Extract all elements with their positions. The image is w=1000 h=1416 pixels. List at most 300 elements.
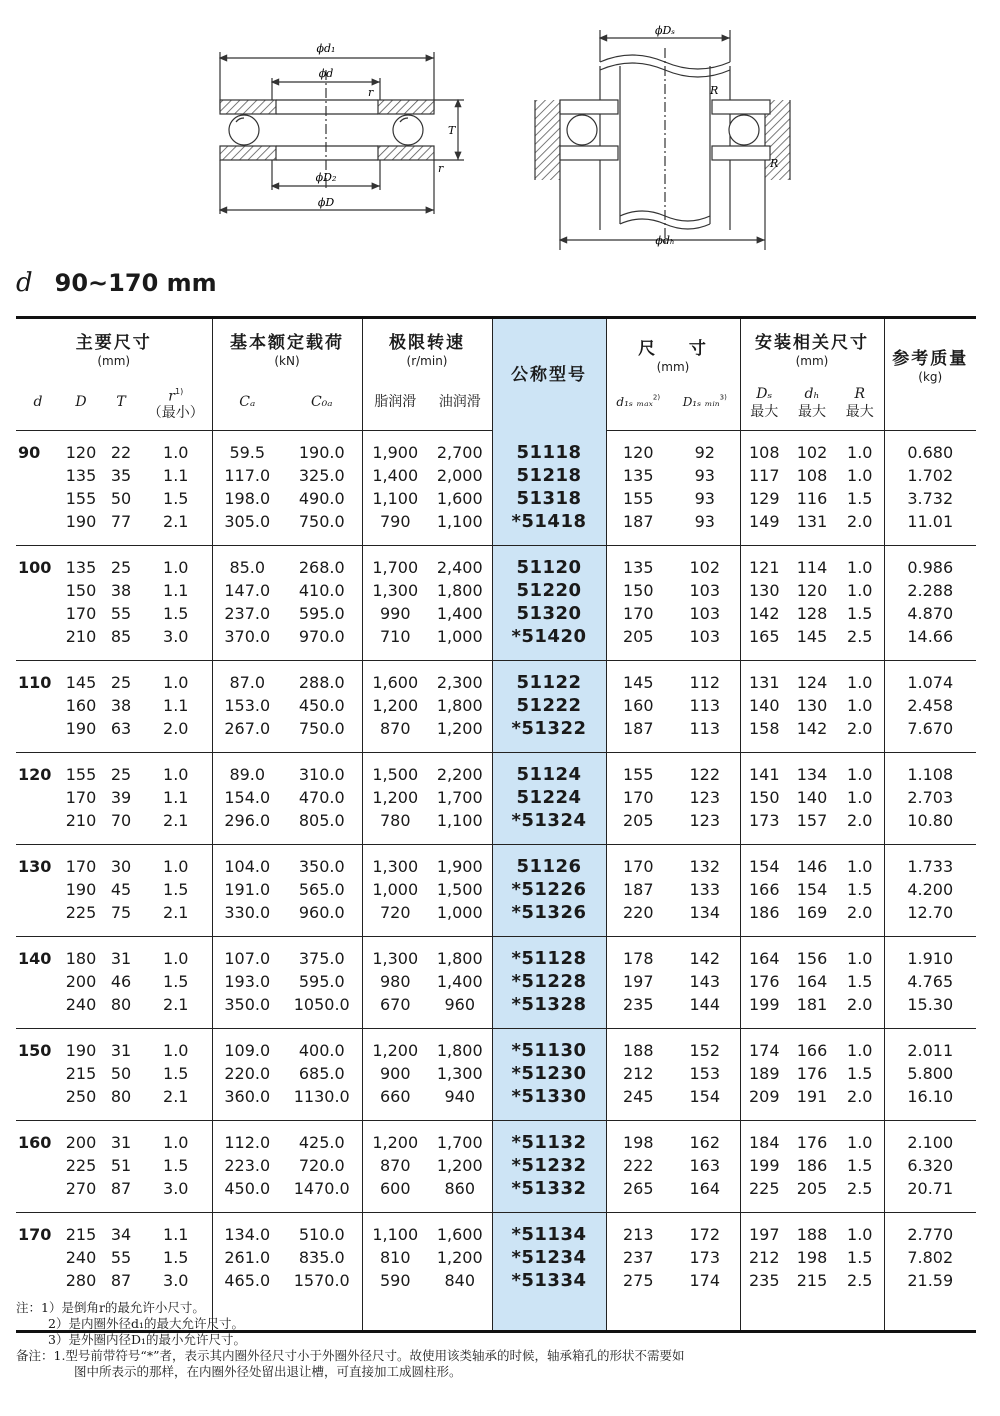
- bearing-mounting-diagram: [535, 30, 790, 250]
- Ds-max: 149: [748, 512, 780, 532]
- col-grease: 脂润滑: [374, 394, 417, 410]
- R-max-cell: [836, 546, 884, 661]
- load-C0a-cell: [282, 661, 362, 753]
- outer-diameter-D: 160: [65, 696, 97, 716]
- load-C0a-cell: [282, 431, 362, 546]
- d1s-max: 150: [622, 581, 654, 601]
- load-C0a: 490.0: [298, 489, 345, 509]
- col-R: R: [854, 386, 866, 402]
- mass: 7.802: [907, 1248, 954, 1268]
- load-Ca: 134.0: [224, 1225, 271, 1245]
- Ds-max: 212: [748, 1248, 780, 1268]
- chamfer-r-cell: [140, 937, 212, 1029]
- mass: 14.66: [907, 627, 954, 647]
- dh-max: 134: [796, 765, 828, 785]
- chamfer-r: 2.1: [163, 811, 189, 831]
- Ds-max: 197: [748, 1225, 780, 1245]
- height-T-cell: [102, 937, 140, 1029]
- model-number: *51332: [511, 1178, 587, 1200]
- load-C0a: 470.0: [298, 788, 345, 808]
- D1s-min: 173: [689, 1248, 721, 1268]
- d1s-max: 170: [622, 604, 654, 624]
- speed-oil-cell: [428, 1029, 492, 1121]
- D1s-min-cell: [670, 661, 740, 753]
- chamfer-r-cell: [140, 1121, 212, 1213]
- speed-grease: 870: [379, 1156, 411, 1176]
- outer-diameter-D: 135: [65, 466, 97, 486]
- d1s-max: 220: [622, 903, 654, 923]
- outer-diameter-D: 190: [65, 1041, 97, 1061]
- R-max: 2.0: [847, 811, 873, 831]
- bore-d: 170: [16, 1213, 60, 1332]
- height-T: 63: [110, 719, 132, 739]
- load-Ca: 220.0: [224, 1064, 271, 1084]
- d1s-max: 170: [622, 788, 654, 808]
- speed-grease-cell: [362, 845, 428, 937]
- chamfer-r-cell: [140, 431, 212, 546]
- chamfer-r: 3.0: [163, 1271, 189, 1291]
- mass: 5.800: [907, 1064, 954, 1084]
- model-number: *51132: [511, 1132, 587, 1154]
- d1s-max: 237: [622, 1248, 654, 1268]
- speed-grease-cell: [362, 753, 428, 845]
- D1s-min: 123: [689, 811, 721, 831]
- col-d1s: d₁ₛ ₘₐₓ: [616, 395, 653, 409]
- header-size-unit: (mm): [656, 360, 690, 374]
- model-number-cell: [492, 753, 606, 845]
- load-C0a: 190.0: [298, 443, 345, 463]
- speed-grease-cell: [362, 546, 428, 661]
- header-mount-unit: (mm): [795, 354, 829, 368]
- R-max: 1.5: [847, 1156, 873, 1176]
- outer-diameter-D-cell: [60, 661, 102, 753]
- header-size: 尺 寸: [638, 339, 708, 359]
- load-C0a: 565.0: [298, 880, 345, 900]
- Ds-max-cell: [740, 431, 788, 546]
- chamfer-r: 1.5: [163, 972, 189, 992]
- outer-diameter-D-cell: [60, 1121, 102, 1213]
- load-C0a: 970.0: [298, 627, 345, 647]
- footnotes: [16, 1300, 990, 1380]
- Ds-max: 165: [748, 627, 780, 647]
- load-Ca: 107.0: [224, 949, 271, 969]
- speed-grease: 980: [379, 972, 411, 992]
- chamfer-r: 2.1: [163, 512, 189, 532]
- d1s-max: 245: [622, 1087, 654, 1107]
- label-D2: ϕD₂: [315, 171, 337, 184]
- height-T: 87: [110, 1271, 132, 1291]
- speed-oil: 840: [444, 1271, 476, 1291]
- R-max-cell: [836, 937, 884, 1029]
- outer-diameter-D-cell: [60, 431, 102, 546]
- d1s-max: 187: [622, 512, 654, 532]
- group-row-d130: [16, 845, 976, 937]
- height-T: 46: [110, 972, 132, 992]
- label-R-top: R: [710, 84, 719, 97]
- load-C0a: 325.0: [298, 466, 345, 486]
- outer-diameter-D: 155: [65, 489, 97, 509]
- Ds-max: 199: [748, 1156, 780, 1176]
- model-number: 51224: [516, 787, 582, 809]
- R-max: 1.0: [847, 673, 873, 693]
- load-Ca: 237.0: [224, 604, 271, 624]
- outer-diameter-D: 280: [65, 1271, 97, 1291]
- model-number: *51334: [511, 1270, 587, 1292]
- model-number: 51218: [516, 464, 582, 486]
- d1s-max-cell: [606, 845, 670, 937]
- dh-max: 142: [796, 719, 828, 739]
- outer-diameter-D: 155: [65, 765, 97, 785]
- d1s-max: 235: [622, 995, 654, 1015]
- bore-d: 90: [16, 431, 60, 546]
- d1s-max: 275: [622, 1271, 654, 1291]
- col-D: D: [75, 394, 87, 410]
- d1s-max: 155: [622, 489, 654, 509]
- d1s-max-cell: [606, 431, 670, 546]
- d1s-max: 198: [622, 1133, 654, 1153]
- Ds-max: 129: [748, 489, 780, 509]
- bore-d: 100: [16, 546, 60, 661]
- mass: 2.770: [907, 1225, 954, 1245]
- D1s-min: 144: [689, 995, 721, 1015]
- mass: 1.108: [907, 765, 954, 785]
- speed-oil: 1,300: [436, 1064, 483, 1084]
- chamfer-r: 1.0: [163, 765, 189, 785]
- d1s-max: 213: [622, 1225, 654, 1245]
- header-mount: 安装相关尺寸: [755, 333, 869, 353]
- load-Ca-cell: [212, 546, 282, 661]
- mass-cell: [884, 1121, 976, 1213]
- d1s-max: 178: [622, 949, 654, 969]
- outer-diameter-D: 215: [65, 1064, 97, 1084]
- speed-grease-cell: [362, 1029, 428, 1121]
- dh-max: 169: [796, 903, 828, 923]
- mass: 16.10: [907, 1087, 954, 1107]
- speed-oil: 1,800: [436, 1041, 483, 1061]
- label-r-top: r: [368, 86, 374, 99]
- dh-max: 157: [796, 811, 828, 831]
- load-Ca: 153.0: [224, 696, 271, 716]
- group-row-d100: [16, 546, 976, 661]
- label-Ds: ϕDₛ: [654, 24, 676, 37]
- d1s-max: 188: [622, 1041, 654, 1061]
- height-T: 31: [110, 1133, 132, 1153]
- speed-grease: 1,900: [372, 443, 419, 463]
- d1s-max-cell: [606, 1029, 670, 1121]
- R-max: 2.5: [847, 627, 873, 647]
- dh-max: 154: [796, 880, 828, 900]
- section-title: [16, 268, 217, 298]
- header-mass: 参考质量: [892, 349, 969, 369]
- load-C0a: 350.0: [298, 857, 345, 877]
- load-C0a: 400.0: [298, 1041, 345, 1061]
- d1s-max: 120: [622, 443, 654, 463]
- mass: 4.765: [907, 972, 954, 992]
- chamfer-r: 1.5: [163, 1064, 189, 1084]
- mass: 1.910: [907, 949, 954, 969]
- chamfer-r: 3.0: [163, 627, 189, 647]
- load-C0a: 268.0: [298, 558, 345, 578]
- header-speed: 极限转速: [389, 333, 465, 353]
- remark-line-2: 图中所表示的那样，在内圈外径处留出退让槽，可直接加工成圆柱形。: [74, 1364, 462, 1379]
- height-T: 38: [110, 581, 132, 601]
- R-max-cell: [836, 1121, 884, 1213]
- dh-max-cell: [788, 1121, 836, 1213]
- model-number-cell: [492, 845, 606, 937]
- chamfer-r: 1.1: [163, 466, 189, 486]
- col-R-max: 最大: [845, 404, 874, 420]
- D1s-min: 132: [689, 857, 721, 877]
- load-C0a-cell: [282, 937, 362, 1029]
- d1s-max: 265: [622, 1179, 654, 1199]
- load-Ca: 87.0: [229, 673, 266, 693]
- speed-oil: 1,700: [436, 1133, 483, 1153]
- outer-diameter-D: 210: [65, 811, 97, 831]
- outer-diameter-D-cell: [60, 937, 102, 1029]
- height-T-cell: [102, 845, 140, 937]
- speed-grease: 1,300: [372, 581, 419, 601]
- speed-grease: 1,700: [372, 558, 419, 578]
- model-number: *51322: [511, 718, 587, 740]
- outer-diameter-D: 240: [65, 1248, 97, 1268]
- height-T: 39: [110, 788, 132, 808]
- speed-oil: 1,200: [436, 1156, 483, 1176]
- outer-diameter-D: 170: [65, 604, 97, 624]
- load-Ca-cell: [212, 431, 282, 546]
- d1s-max-cell: [606, 546, 670, 661]
- mass: 2.458: [907, 696, 954, 716]
- speed-grease: 870: [379, 719, 411, 739]
- D1s-min-cell: [670, 937, 740, 1029]
- D1s-min: 163: [689, 1156, 721, 1176]
- D1s-min: 174: [689, 1271, 721, 1291]
- R-max: 1.5: [847, 1248, 873, 1268]
- height-T: 50: [110, 489, 132, 509]
- Ds-max: 131: [748, 673, 780, 693]
- load-Ca: 223.0: [224, 1156, 271, 1176]
- height-T: 75: [110, 903, 132, 923]
- R-max: 1.5: [847, 489, 873, 509]
- dh-max: 102: [796, 443, 828, 463]
- outer-diameter-D-cell: [60, 546, 102, 661]
- chamfer-r-cell: [140, 546, 212, 661]
- dh-max: 114: [796, 558, 828, 578]
- load-Ca-cell: [212, 1121, 282, 1213]
- outer-diameter-D: 240: [65, 995, 97, 1015]
- outer-diameter-D: 215: [65, 1225, 97, 1245]
- Ds-max: 174: [748, 1041, 780, 1061]
- bore-d: 140: [16, 937, 60, 1029]
- mass: 1.733: [907, 857, 954, 877]
- R-max: 2.5: [847, 1271, 873, 1291]
- outer-diameter-D: 250: [65, 1087, 97, 1107]
- chamfer-r: 2.1: [163, 903, 189, 923]
- dh-max: 130: [796, 696, 828, 716]
- mass: 6.320: [907, 1156, 954, 1176]
- speed-oil-cell: [428, 937, 492, 1029]
- dh-max: 191: [796, 1087, 828, 1107]
- model-number: *51330: [511, 1086, 587, 1108]
- R-max: 2.5: [847, 1179, 873, 1199]
- speed-grease: 810: [379, 1248, 411, 1268]
- height-T: 80: [110, 1087, 132, 1107]
- group-row-d140: [16, 937, 976, 1029]
- R-max-cell: [836, 431, 884, 546]
- D1s-min: 152: [689, 1041, 721, 1061]
- outer-diameter-D: 120: [65, 443, 97, 463]
- load-C0a-cell: [282, 546, 362, 661]
- bore-d: 120: [16, 753, 60, 845]
- speed-grease: 670: [379, 995, 411, 1015]
- speed-oil: 1,600: [436, 1225, 483, 1245]
- col-C0a: C₀ₐ: [310, 394, 333, 410]
- outer-diameter-D: 210: [65, 627, 97, 647]
- col-Ds-max: 最大: [750, 404, 779, 420]
- dh-max-cell: [788, 937, 836, 1029]
- Ds-max: 108: [748, 443, 780, 463]
- label-T: T: [448, 124, 456, 137]
- Ds-max: 186: [748, 903, 780, 923]
- D1s-min-cell: [670, 431, 740, 546]
- mass: 1.074: [907, 673, 954, 693]
- height-T: 30: [110, 857, 132, 877]
- load-Ca: 117.0: [224, 466, 271, 486]
- chamfer-r: 1.1: [163, 581, 189, 601]
- D1s-min: 113: [689, 719, 721, 739]
- height-T: 31: [110, 1041, 132, 1061]
- speed-grease: 990: [379, 604, 411, 624]
- height-T: 22: [110, 443, 132, 463]
- model-number: *51230: [511, 1063, 587, 1085]
- D1s-min: 134: [689, 903, 721, 923]
- Ds-max: 166: [748, 880, 780, 900]
- dh-max: 181: [796, 995, 828, 1015]
- bearing-spec-table: [16, 316, 976, 1333]
- load-Ca: 296.0: [224, 811, 271, 831]
- speed-grease: 1,000: [372, 880, 419, 900]
- D1s-min-cell: [670, 1121, 740, 1213]
- outer-diameter-D: 135: [65, 558, 97, 578]
- dh-max: 108: [796, 466, 828, 486]
- outer-diameter-D: 200: [65, 972, 97, 992]
- load-C0a-cell: [282, 845, 362, 937]
- speed-oil: 1,500: [436, 880, 483, 900]
- height-T: 25: [110, 558, 132, 578]
- D1s-min: 113: [689, 696, 721, 716]
- load-Ca: 59.5: [229, 443, 266, 463]
- header-mass-unit: (kg): [918, 370, 943, 384]
- load-C0a: 450.0: [298, 696, 345, 716]
- Ds-max: 150: [748, 788, 780, 808]
- mass-cell: [884, 546, 976, 661]
- chamfer-r: 1.0: [163, 673, 189, 693]
- Ds-max-cell: [740, 753, 788, 845]
- outer-diameter-D: 190: [65, 880, 97, 900]
- model-number: 51320: [516, 603, 582, 625]
- height-T: 31: [110, 949, 132, 969]
- d1s-max: 155: [622, 765, 654, 785]
- mass: 2.011: [907, 1041, 954, 1061]
- load-Ca-cell: [212, 661, 282, 753]
- D1s-min: 123: [689, 788, 721, 808]
- height-T-cell: [102, 546, 140, 661]
- height-T-cell: [102, 1029, 140, 1121]
- dh-max: 131: [796, 512, 828, 532]
- speed-oil: 1,400: [436, 972, 483, 992]
- load-Ca: 104.0: [224, 857, 271, 877]
- Ds-max-cell: [740, 546, 788, 661]
- Ds-max: 235: [748, 1271, 780, 1291]
- Ds-max: 164: [748, 949, 780, 969]
- d1s-max: 222: [622, 1156, 654, 1176]
- load-C0a: 375.0: [298, 949, 345, 969]
- speed-oil: 1,400: [436, 604, 483, 624]
- outer-diameter-D-cell: [60, 1029, 102, 1121]
- dh-max: 164: [796, 972, 828, 992]
- speed-oil-cell: [428, 1121, 492, 1213]
- chamfer-r: 2.0: [163, 719, 189, 739]
- height-T: 55: [110, 1248, 132, 1268]
- outer-diameter-D: 190: [65, 719, 97, 739]
- section-range: 90~170 mm: [54, 269, 217, 297]
- height-T: 50: [110, 1064, 132, 1084]
- mass-cell: [884, 661, 976, 753]
- Ds-max: 173: [748, 811, 780, 831]
- height-T: 77: [110, 512, 132, 532]
- speed-oil-cell: [428, 661, 492, 753]
- R-max: 1.0: [847, 443, 873, 463]
- height-T-cell: [102, 1121, 140, 1213]
- chamfer-r-cell: [140, 753, 212, 845]
- R-max: 1.5: [847, 604, 873, 624]
- load-Ca: 89.0: [229, 765, 266, 785]
- d1s-max: 187: [622, 880, 654, 900]
- height-T: 35: [110, 466, 132, 486]
- speed-grease: 1,200: [372, 1041, 419, 1061]
- label-d: ϕd: [318, 67, 334, 80]
- Ds-max-cell: [740, 1121, 788, 1213]
- R-max: 1.0: [847, 1133, 873, 1153]
- height-T: 70: [110, 811, 132, 831]
- D1s-min: 93: [694, 489, 715, 509]
- R-max-cell: [836, 753, 884, 845]
- mass: 20.71: [907, 1179, 954, 1199]
- dh-max: 176: [796, 1064, 828, 1084]
- dh-max: 140: [796, 788, 828, 808]
- R-max: 1.0: [847, 696, 873, 716]
- R-max: 1.0: [847, 1041, 873, 1061]
- D1s-min: 122: [689, 765, 721, 785]
- speed-oil: 2,200: [436, 765, 483, 785]
- chamfer-r: 1.0: [163, 558, 189, 578]
- Ds-max: 176: [748, 972, 780, 992]
- speed-oil: 1,900: [436, 857, 483, 877]
- load-C0a: 1570.0: [293, 1271, 350, 1291]
- group-row-d110: [16, 661, 976, 753]
- chamfer-r: 1.1: [163, 696, 189, 716]
- model-number: *51234: [511, 1247, 587, 1269]
- col-D1s: D₁ₛ ₘᵢₙ: [682, 395, 720, 409]
- load-C0a: 750.0: [298, 512, 345, 532]
- load-C0a: 750.0: [298, 719, 345, 739]
- height-T-cell: [102, 661, 140, 753]
- model-number-cell: [492, 431, 606, 546]
- model-number: *51328: [511, 994, 587, 1016]
- speed-grease: 1,600: [372, 673, 419, 693]
- d1s-max: 205: [622, 627, 654, 647]
- speed-grease: 1,500: [372, 765, 419, 785]
- outer-diameter-D: 225: [65, 903, 97, 923]
